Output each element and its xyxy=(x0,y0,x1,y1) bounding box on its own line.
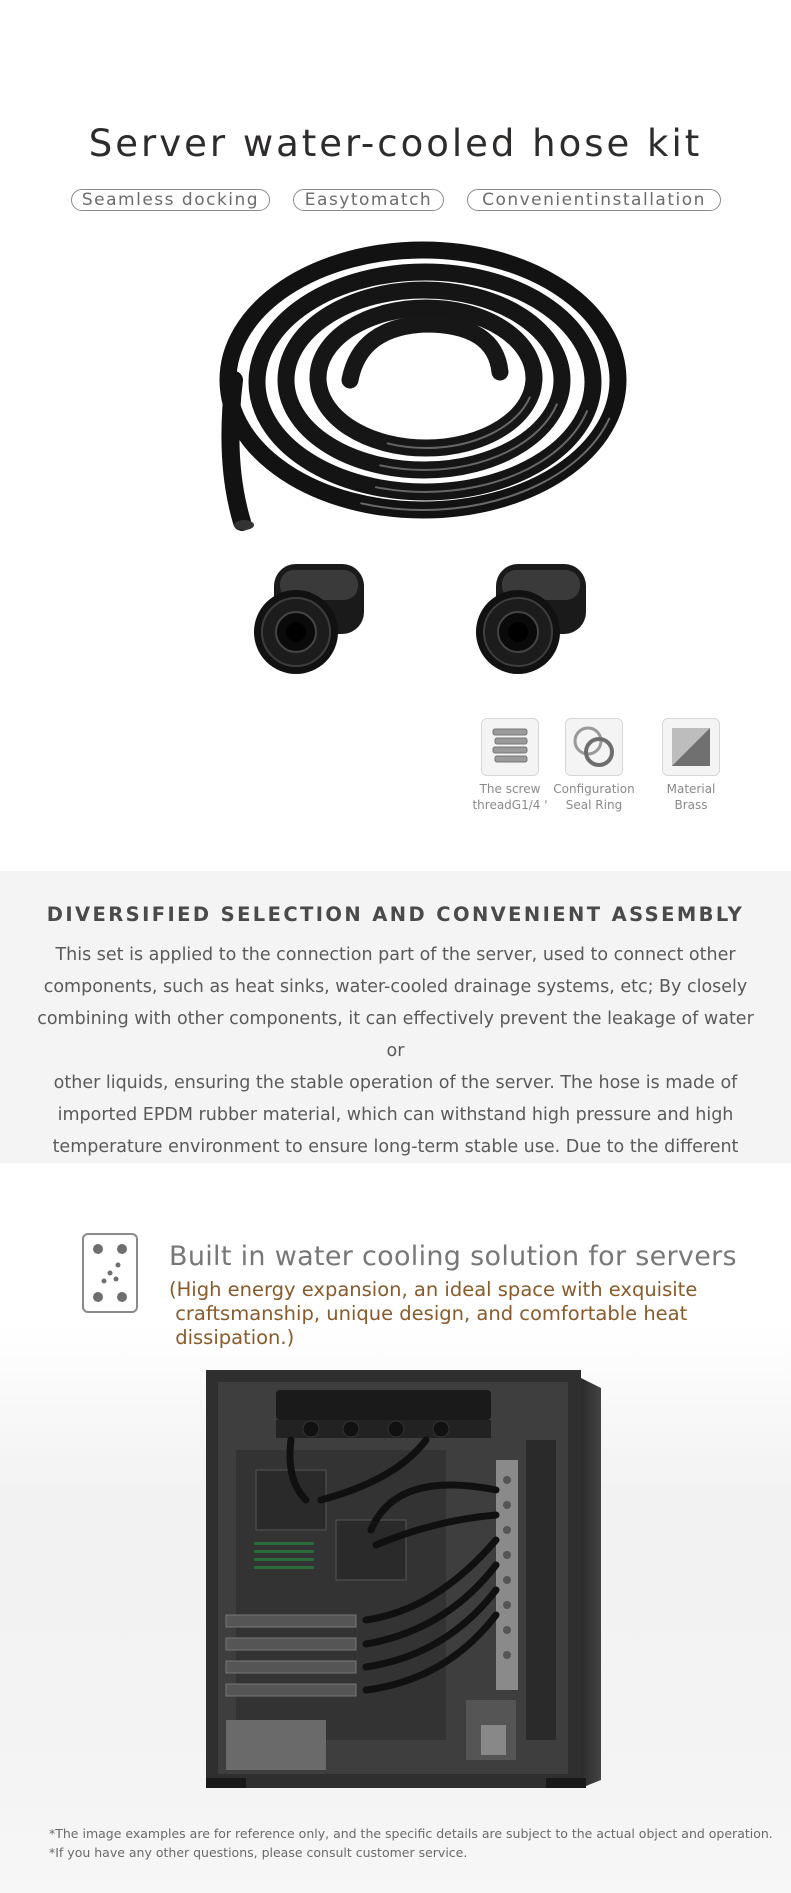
seal-ring-icon xyxy=(565,718,623,776)
body-line: components, such as heat sinks, water-cooled drainage systems, etc; By closely xyxy=(43,977,748,997)
spec-screw-thread xyxy=(464,718,556,813)
spec-seal-ring-label: Configuration Seal Ring xyxy=(553,782,635,812)
hose-coil-image xyxy=(210,232,630,542)
section-body-text xyxy=(30,939,761,1163)
body-line: other liquids, ensuring the stable operation of the server. The hose is made of xyxy=(53,1073,738,1093)
body-line: This set is applied to the connection part of the server, used to connect other xyxy=(55,945,736,965)
fitting-image-right xyxy=(468,556,593,681)
body-line: combining with other components, it can effectively prevent the leakage of water or xyxy=(37,1009,754,1061)
builtin-title: Built in water cooling solution for servers xyxy=(169,1241,737,1272)
spec-material xyxy=(645,718,737,813)
server-case-image xyxy=(196,1370,606,1790)
screw-thread-icon xyxy=(481,718,539,776)
feature-tag-easy-to-match: Easytomatch xyxy=(293,189,444,211)
spec-material-label: Material Brass xyxy=(666,782,716,812)
brass-material-icon xyxy=(662,718,720,776)
footnote-disclaimer: *The image examples are for reference only, and the specific details are subject to the actual object and operation. xyxy=(49,1826,773,1841)
diversified-section xyxy=(0,871,791,1163)
feature-tag-seamless-docking: Seamless docking xyxy=(71,189,270,211)
builtin-subtitle: (High energy expansion, an ideal space with exquisite craftsmanship, unique design, and comfortable heat dissipation.) xyxy=(169,1278,698,1349)
body-line: temperature environment to ensure long-term stable use. Due to the different xyxy=(52,1137,739,1157)
footnote-contact: *If you have any other questions, please consult customer service. xyxy=(49,1845,468,1860)
builtin-section xyxy=(0,1163,791,1893)
server-board-icon xyxy=(82,1233,138,1313)
page-title: Server water-cooled hose kit xyxy=(88,122,703,165)
body-line: imported EPDM rubber material, which can withstand high pressure and high xyxy=(57,1105,734,1125)
fitting-image-left xyxy=(246,556,371,681)
spec-screw-label: The screw threadG1/4 ' xyxy=(472,782,548,812)
feature-tag-convenient-installation: Convenientinstallation xyxy=(467,189,721,211)
spec-seal-ring xyxy=(548,718,640,813)
section-heading: DIVERSIFIED SELECTION AND CONVENIENT ASSEMBLY xyxy=(46,903,745,926)
